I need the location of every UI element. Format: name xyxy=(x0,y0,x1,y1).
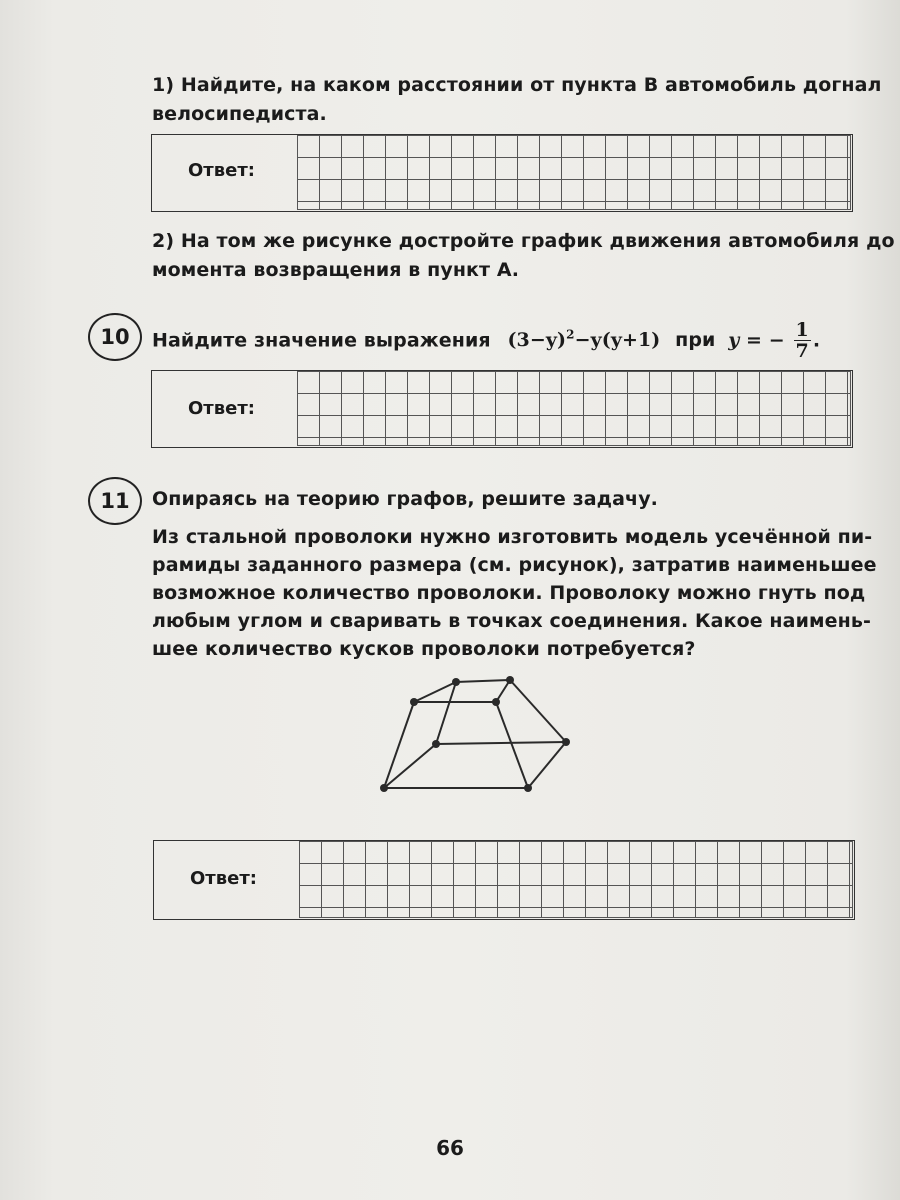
task-11-line-1: Из стальной проволоки нужно изготовить модель усечённой пи- xyxy=(152,526,873,548)
task-number-10: 10 xyxy=(88,313,142,361)
frustum-figure xyxy=(370,670,590,800)
edge xyxy=(436,682,456,744)
edge xyxy=(496,702,528,788)
vertex xyxy=(380,784,388,792)
fraction xyxy=(794,320,811,361)
page-number: 66 xyxy=(436,1136,464,1160)
fraction-denominator: 7 xyxy=(795,340,809,363)
task-number-11: 11 xyxy=(88,477,142,525)
edge xyxy=(510,680,566,742)
task-11-line-2: рамиды заданного размера (см. рисунок), затратив наименьшее xyxy=(152,554,877,576)
vertex xyxy=(562,738,570,746)
expr-part-b: −y(y+1) xyxy=(574,329,661,352)
question-2-line-2: момента возвращения в пункт А. xyxy=(152,259,520,281)
expr-y: y xyxy=(728,329,740,352)
answer-label-1: Ответ: xyxy=(188,160,255,181)
task-10-text xyxy=(152,320,820,361)
task-11-line-3: возможное количество проволоки. Проволоку можно гнуть под xyxy=(152,582,866,604)
vertex xyxy=(506,676,514,684)
vertex xyxy=(492,698,500,706)
answer-label-10: Ответ: xyxy=(188,398,255,419)
vertex xyxy=(410,698,418,706)
answer-grid-11[interactable] xyxy=(299,841,853,918)
expr-dot: . xyxy=(812,329,821,352)
question-2-line-1: 2) На том же рисунке достройте график движения автомобиля до xyxy=(152,230,895,252)
edge xyxy=(456,680,510,682)
question-1-line-1: 1) Найдите, на каком расстоянии от пункта В автомобиль догнал xyxy=(152,74,882,96)
expr-eq: = − xyxy=(746,329,785,352)
answer-grid-10[interactable] xyxy=(297,371,851,446)
expr-exponent: 2 xyxy=(566,328,575,342)
expr-part-a: (3−y) xyxy=(507,329,567,352)
edge xyxy=(528,742,566,788)
vertex xyxy=(432,740,440,748)
task-11-line-4: любым углом и сваривать в точках соединения. Какое наимень- xyxy=(152,610,871,632)
task-10-pri: при xyxy=(675,329,716,352)
answer-label-11: Ответ: xyxy=(190,868,257,889)
task-11-line-5: шее количество кусков проволоки потребуется? xyxy=(152,638,696,660)
answer-grid-1[interactable] xyxy=(297,135,851,210)
task-11-intro: Опираясь на теорию графов, решите задачу. xyxy=(152,488,658,510)
edge xyxy=(436,742,566,744)
question-1-line-2: велосипедиста. xyxy=(152,103,327,125)
vertex xyxy=(452,678,460,686)
vertex xyxy=(524,784,532,792)
task-10-label: Найдите значение выражения xyxy=(152,329,491,352)
fraction-numerator: 1 xyxy=(795,319,809,342)
expression xyxy=(507,329,667,351)
